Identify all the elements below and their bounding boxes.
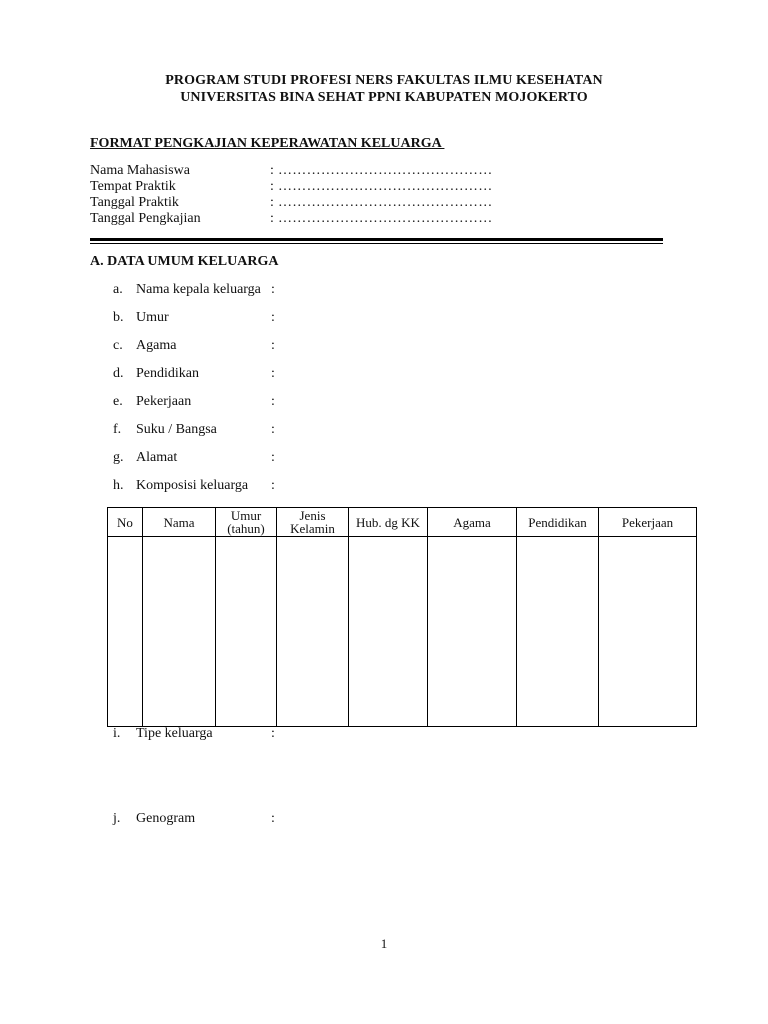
- item-label-agama: Agama: [136, 338, 177, 353]
- item-colon: :: [271, 422, 275, 437]
- table-cell[interactable]: [349, 537, 428, 727]
- item-colon: :: [271, 338, 275, 353]
- item-colon: :: [271, 478, 275, 493]
- item-label-nama-kepala-keluarga: Nama kepala keluarga: [136, 282, 261, 297]
- info-label-tempat-praktik: Tempat Praktik: [90, 179, 176, 194]
- item-letter-j: j.: [113, 811, 121, 826]
- column-header-agama: Agama: [428, 508, 517, 537]
- item-letter-g: g.: [113, 450, 124, 465]
- item-label-pendidikan: Pendidikan: [136, 366, 199, 381]
- item-letter-b: b.: [113, 310, 124, 325]
- column-header-umur: Umur (tahun): [216, 508, 277, 537]
- table-cell[interactable]: [277, 537, 349, 727]
- info-value-tanggal-praktik: : ………………………………………: [270, 195, 493, 210]
- info-label-tanggal-pengkajian: Tanggal Pengkajian: [90, 211, 201, 226]
- column-header-jenis-kelamin: Jenis Kelamin: [277, 508, 349, 537]
- info-label-tanggal-praktik: Tanggal Praktik: [90, 195, 179, 210]
- item-letter-a: a.: [113, 282, 123, 297]
- form-title: FORMAT PENGKAJIAN KEPERAWATAN KELUARGA: [90, 136, 445, 151]
- header-line-2: UNIVERSITAS BINA SEHAT PPNI KABUPATEN MOJOKERTO: [180, 90, 588, 105]
- table-cell[interactable]: [216, 537, 277, 727]
- item-colon: :: [271, 310, 275, 325]
- page-number: 1: [380, 936, 388, 951]
- item-letter-c: c.: [113, 338, 123, 353]
- item-label-genogram: Genogram: [136, 811, 196, 826]
- table-cell[interactable]: [428, 537, 517, 727]
- divider-thin: [90, 243, 663, 244]
- family-composition-table: [107, 507, 697, 727]
- table-cell[interactable]: [108, 537, 143, 727]
- header-line-1: PROGRAM STUDI PROFESI NERS FAKULTAS ILMU KESEHATAN: [165, 73, 603, 88]
- column-header-hub-dg-kk: Hub. dg KK: [349, 508, 428, 537]
- table-cell[interactable]: [599, 537, 697, 727]
- item-letter-e: e.: [113, 394, 123, 409]
- info-value-tanggal-pengkajian: : ………………………………………: [270, 211, 493, 226]
- item-label-umur: Umur: [136, 310, 169, 325]
- info-value-tempat-praktik: : ………………………………………: [270, 179, 493, 194]
- table-cell[interactable]: [517, 537, 599, 727]
- column-header-pendidikan: Pendidikan: [517, 508, 599, 537]
- table-header-row: [108, 508, 697, 537]
- column-header-pekerjaan: Pekerjaan: [599, 508, 697, 537]
- info-value-nama-mahasiswa: : ………………………………………: [270, 163, 493, 178]
- item-letter-f: f.: [113, 422, 122, 437]
- table-row: [108, 537, 697, 727]
- item-colon: :: [271, 282, 275, 297]
- item-colon: :: [271, 726, 275, 741]
- item-label-pekerjaan: Pekerjaan: [136, 394, 192, 409]
- item-label-tipe-keluarga: Tipe keluarga: [136, 726, 213, 741]
- item-letter-d: d.: [113, 366, 124, 381]
- info-label-nama-mahasiswa: Nama Mahasiswa: [90, 163, 190, 178]
- item-colon: :: [271, 366, 275, 381]
- item-label-komposisi-keluarga: Komposisi keluarga: [136, 478, 249, 493]
- item-label-alamat: Alamat: [136, 450, 178, 465]
- section-a-title: A. DATA UMUM KELUARGA: [90, 254, 279, 269]
- item-colon: :: [271, 450, 275, 465]
- column-header-no: No: [108, 508, 143, 537]
- item-colon: :: [271, 811, 275, 826]
- item-label-suku-bangsa: Suku / Bangsa: [136, 422, 217, 437]
- divider-thick: [90, 238, 663, 241]
- table-cell[interactable]: [143, 537, 216, 727]
- item-colon: :: [271, 394, 275, 409]
- item-letter-i: i.: [113, 726, 121, 741]
- item-letter-h: h.: [113, 478, 124, 493]
- column-header-nama: Nama: [143, 508, 216, 537]
